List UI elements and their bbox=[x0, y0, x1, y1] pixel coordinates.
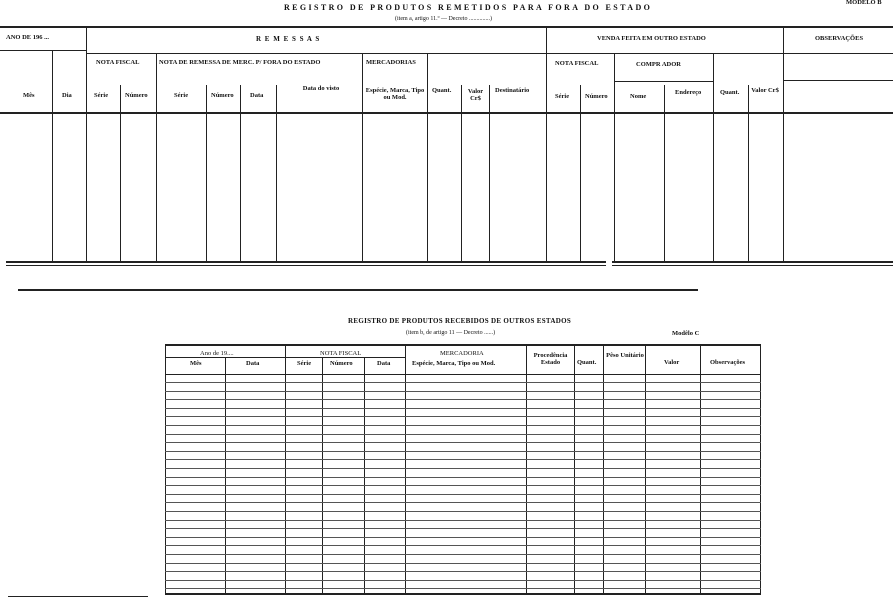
ruled-line bbox=[165, 416, 761, 417]
col-endereco: Endereço bbox=[675, 89, 702, 96]
col-especie: Espécie, Marca, Tipo ou Mod. bbox=[365, 87, 425, 102]
comprador-header: COMPR ADOR bbox=[636, 61, 681, 68]
c-col-mes: Mês bbox=[190, 360, 202, 367]
ruled-line bbox=[165, 537, 761, 538]
form-b-subtitle: (item a, artigo 11.º — Decreto ..............) bbox=[395, 16, 492, 22]
c-nota-fiscal-header: NOTA FISCAL bbox=[320, 350, 362, 357]
col-nome: Nome bbox=[630, 93, 647, 100]
col-numero-2: Número bbox=[211, 92, 234, 99]
c-peso-header: Pêso Unitário bbox=[606, 352, 644, 359]
ruled-line bbox=[165, 580, 761, 581]
col-destinatario: Destinatário bbox=[495, 87, 530, 94]
c-procedencia-header: Procedência Estado bbox=[533, 352, 568, 367]
col-valor-2: Valor Cr$ bbox=[751, 87, 779, 94]
col-valor: Valor Cr$ bbox=[467, 88, 484, 103]
form-c-model-label: Modêlo C bbox=[672, 330, 700, 337]
form-b-title: REGISTRO DE PRODUTOS REMETIDOS PARA FORA DO ESTADO bbox=[284, 3, 653, 12]
nota-fiscal-header: NOTA FISCAL bbox=[96, 59, 140, 66]
ruled-line bbox=[165, 425, 761, 426]
col-serie-1: Série bbox=[94, 92, 109, 99]
c-col-numero: Número bbox=[330, 360, 353, 367]
ruled-line bbox=[165, 563, 761, 564]
nota-fiscal-venda-header: NOTA FISCAL bbox=[555, 60, 599, 67]
ruled-line bbox=[165, 588, 761, 589]
c-col-especie: Espécie, Marca, Tipo ou Mod. bbox=[412, 360, 496, 367]
ruled-line bbox=[165, 554, 761, 555]
ruled-line bbox=[165, 477, 761, 478]
ruled-line bbox=[165, 408, 761, 409]
col-serie-3: Série bbox=[555, 93, 570, 100]
ruled-line bbox=[165, 571, 761, 572]
ruled-line bbox=[165, 451, 761, 452]
ruled-line bbox=[165, 511, 761, 512]
observacoes-header: OBSERVAÇÕES bbox=[815, 35, 864, 42]
c-valor-header: Valor bbox=[664, 359, 680, 366]
ruled-line bbox=[165, 459, 761, 460]
ruled-line bbox=[165, 382, 761, 383]
c-col-serie: Série bbox=[297, 360, 312, 367]
ruled-line bbox=[165, 494, 761, 495]
form-b-model-label: MODELO B bbox=[846, 0, 882, 6]
c-col-data-2: Data bbox=[377, 360, 391, 367]
ruled-line bbox=[165, 399, 761, 400]
col-serie-2: Série bbox=[174, 92, 189, 99]
ruled-line bbox=[165, 391, 761, 392]
ruled-line bbox=[165, 545, 761, 546]
ruled-line bbox=[165, 528, 761, 529]
col-numero-3: Número bbox=[585, 93, 608, 100]
ruled-line bbox=[165, 468, 761, 469]
form-c-subtitle: (item b, de artigo 11 — Decreto ......) bbox=[406, 330, 496, 336]
col-data: Data bbox=[250, 92, 264, 99]
venda-header: VENDA FEITA EM OUTRO ESTADO bbox=[597, 35, 706, 42]
mercadorias-header: MERCADORIAS bbox=[366, 59, 416, 66]
c-quant-header: Quant. bbox=[577, 359, 597, 366]
nota-remessa-header: NOTA DE REMESSA DE MERC. P/ FORA DO ESTADO bbox=[159, 59, 321, 66]
c-mercadoria-header: MERCADORIA bbox=[440, 350, 484, 357]
col-data-visto: Data do visto bbox=[302, 85, 340, 92]
remessas-header: R E M E S S A S bbox=[256, 35, 321, 43]
col-quant-2: Quant. bbox=[720, 89, 740, 96]
form-c-title: REGISTRO DE PRODUTOS RECEBIDOS DE OUTROS ESTADOS bbox=[348, 317, 572, 325]
ruled-line bbox=[165, 485, 761, 486]
ano-header: ANO DE 196 ... bbox=[6, 34, 49, 41]
col-mes: Mês bbox=[23, 92, 35, 99]
col-quant: Quant. bbox=[432, 87, 452, 94]
col-dia: Dia bbox=[62, 92, 72, 99]
ruled-line bbox=[165, 442, 761, 443]
ruled-line bbox=[165, 434, 761, 435]
ruled-line bbox=[165, 502, 761, 503]
c-ano-header: Ano de 19.... bbox=[200, 350, 234, 357]
ruled-line bbox=[165, 520, 761, 521]
col-numero-1: Número bbox=[125, 92, 148, 99]
c-col-data: Data bbox=[246, 360, 260, 367]
c-observacoes-header: Observações bbox=[710, 359, 746, 366]
